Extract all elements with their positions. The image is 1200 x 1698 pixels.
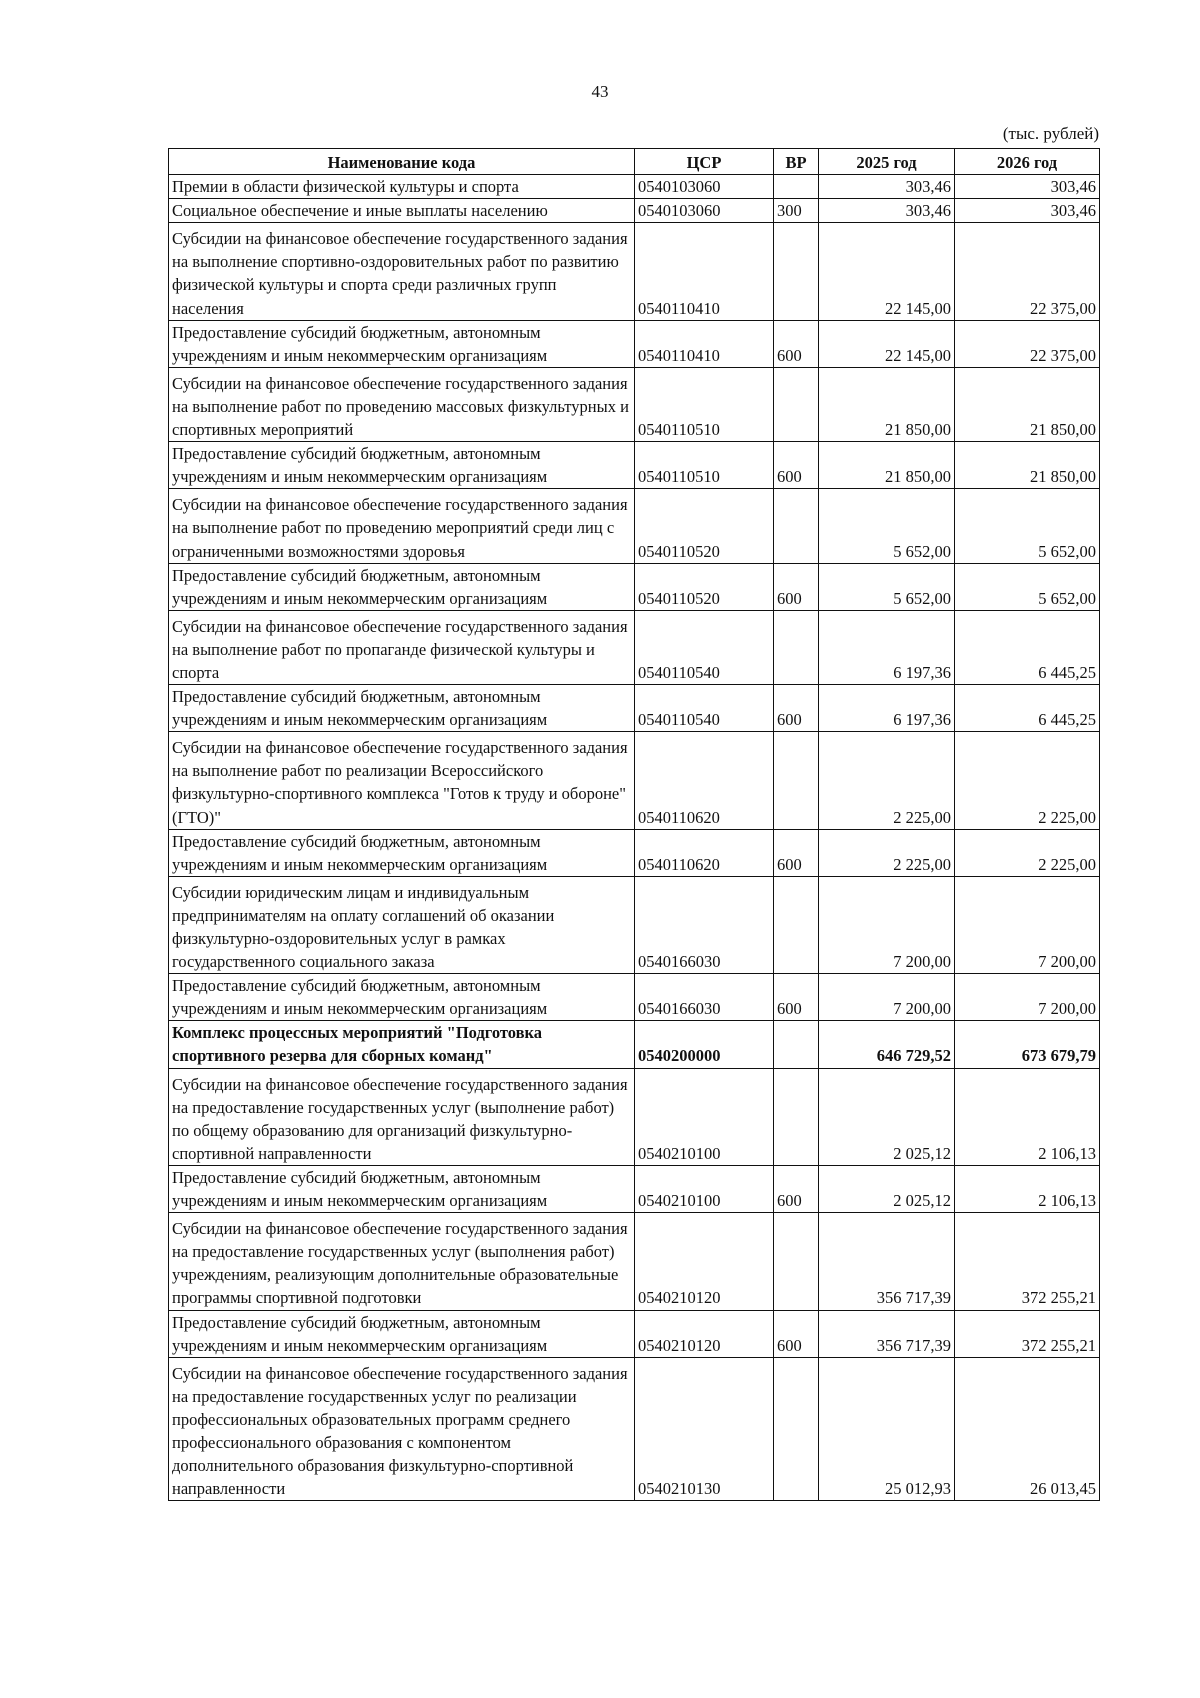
- table-row: [169, 876, 1100, 973]
- cell-2025: 303,46: [819, 175, 955, 199]
- cell-2026: 6 445,25: [955, 610, 1100, 684]
- cell-csr: 0540110510: [635, 442, 774, 489]
- cell-csr: 0540110410: [635, 223, 774, 320]
- cell-vr: 600: [774, 1165, 819, 1212]
- cell-csr: 0540210120: [635, 1310, 774, 1357]
- cell-2026: 7 200,00: [955, 974, 1100, 1021]
- cell-vr: 600: [774, 685, 819, 732]
- cell-2025: 2 025,12: [819, 1165, 955, 1212]
- cell-vr: 600: [774, 829, 819, 876]
- cell-name: Предоставление субсидий бюджетным, автономным учреждениям и иным некоммерческим организациям: [169, 320, 635, 367]
- cell-2025: 303,46: [819, 199, 955, 223]
- cell-csr: 0540166030: [635, 974, 774, 1021]
- table-row: [169, 1068, 1100, 1165]
- cell-name: Субсидии на финансовое обеспечение государственного задания на выполнение работ по проведению массовых физкультурных и спортивных мероприятий: [169, 367, 635, 441]
- cell-name: Субсидии на финансовое обеспечение государственного задания на выполнение спортивно-оздоровительных работ по развитию физической культуры и спорта среди различных групп населения: [169, 223, 635, 320]
- cell-name: Предоставление субсидий бюджетным, автономным учреждениям и иным некоммерческим организациям: [169, 442, 635, 489]
- cell-csr: 0540110520: [635, 563, 774, 610]
- cell-2026: 21 850,00: [955, 442, 1100, 489]
- table-row: [169, 1165, 1100, 1212]
- cell-2026: 372 255,21: [955, 1213, 1100, 1310]
- table-row: [169, 974, 1100, 1021]
- cell-vr: [774, 610, 819, 684]
- cell-csr: 0540110410: [635, 320, 774, 367]
- cell-2026: 22 375,00: [955, 223, 1100, 320]
- table-row: [169, 489, 1100, 563]
- cell-2025: 356 717,39: [819, 1213, 955, 1310]
- table-row: [169, 442, 1100, 489]
- cell-csr: 0540103060: [635, 175, 774, 199]
- cell-vr: [774, 367, 819, 441]
- cell-name: Предоставление субсидий бюджетным, автономным учреждениям и иным некоммерческим организациям: [169, 829, 635, 876]
- cell-vr: [774, 876, 819, 973]
- cell-vr: [774, 223, 819, 320]
- cell-name: Комплекс процессных мероприятий "Подготовка спортивного резерва для сборных команд": [169, 1021, 635, 1068]
- cell-2026: 2 225,00: [955, 829, 1100, 876]
- cell-name: Субсидии на финансовое обеспечение государственного задания на выполнение работ по проведению мероприятий среди лиц с ограниченными возможностями здоровья: [169, 489, 635, 563]
- cell-vr: [774, 1021, 819, 1068]
- header-name: Наименование кода: [169, 149, 635, 175]
- cell-vr: 300: [774, 199, 819, 223]
- cell-name: Субсидии юридическим лицам и индивидуальным предпринимателям на оплату соглашений об оказании физкультурно-оздоровительных услуг в рамках государственного социального заказа: [169, 876, 635, 973]
- cell-2026: 21 850,00: [955, 367, 1100, 441]
- header-vr: ВР: [774, 149, 819, 175]
- cell-2025: 5 652,00: [819, 489, 955, 563]
- cell-vr: 600: [774, 442, 819, 489]
- cell-vr: 600: [774, 320, 819, 367]
- table-row: [169, 685, 1100, 732]
- cell-csr: 0540110620: [635, 829, 774, 876]
- page-number: 43: [591, 82, 609, 101]
- budget-table: [168, 148, 1100, 1501]
- table-row: [169, 610, 1100, 684]
- cell-csr: 0540200000: [635, 1021, 774, 1068]
- cell-csr: 0540110510: [635, 367, 774, 441]
- cell-2025: 6 197,36: [819, 685, 955, 732]
- cell-2025: 25 012,93: [819, 1357, 955, 1501]
- cell-2026: 303,46: [955, 199, 1100, 223]
- cell-vr: [774, 732, 819, 829]
- cell-2026: 5 652,00: [955, 489, 1100, 563]
- cell-2025: 6 197,36: [819, 610, 955, 684]
- table-row: [169, 320, 1100, 367]
- cell-csr: 0540110540: [635, 610, 774, 684]
- table-row: [169, 223, 1100, 320]
- cell-2026: 26 013,45: [955, 1357, 1100, 1501]
- cell-name: Предоставление субсидий бюджетным, автономным учреждениям и иным некоммерческим организациям: [169, 685, 635, 732]
- cell-2026: 2 106,13: [955, 1165, 1100, 1212]
- cell-vr: 600: [774, 974, 819, 1021]
- cell-2026: 22 375,00: [955, 320, 1100, 367]
- cell-name: Премии в области физической культуры и спорта: [169, 175, 635, 199]
- cell-name: Социальное обеспечение и иные выплаты населению: [169, 199, 635, 223]
- header-2025: 2025 год: [819, 149, 955, 175]
- cell-2025: 22 145,00: [819, 320, 955, 367]
- cell-2026: 303,46: [955, 175, 1100, 199]
- cell-csr: 0540210100: [635, 1165, 774, 1212]
- table-row: [169, 1357, 1100, 1501]
- cell-2026: 2 106,13: [955, 1068, 1100, 1165]
- cell-2026: 5 652,00: [955, 563, 1100, 610]
- table-row: [169, 1213, 1100, 1310]
- cell-name: Предоставление субсидий бюджетным, автономным учреждениям и иным некоммерческим организациям: [169, 1165, 635, 1212]
- table-row: [169, 829, 1100, 876]
- cell-vr: [774, 489, 819, 563]
- cell-vr: 600: [774, 563, 819, 610]
- cell-name: Субсидии на финансовое обеспечение государственного задания на выполнение работ по реализации Всероссийского физкультурно-спортивного комплекса "Готов к труду и обороне" (ГТО)": [169, 732, 635, 829]
- cell-2025: 7 200,00: [819, 974, 955, 1021]
- cell-2025: 21 850,00: [819, 367, 955, 441]
- cell-csr: 0540103060: [635, 199, 774, 223]
- cell-csr: 0540110520: [635, 489, 774, 563]
- table-row: [169, 199, 1100, 223]
- cell-2026: 372 255,21: [955, 1310, 1100, 1357]
- table-header-row: [169, 149, 1100, 175]
- cell-name: Субсидии на финансовое обеспечение государственного задания на предоставление государственных услуг по реализации профессиональных образовательных программ среднего профессионального образования с компонентом дополнительного образования физкультурно-спортивной направленности: [169, 1357, 635, 1501]
- cell-csr: 0540166030: [635, 876, 774, 973]
- table-row: [169, 732, 1100, 829]
- cell-name: Субсидии на финансовое обеспечение государственного задания на предоставление государственных услуг (выполнения работ) учреждениям, реализующим дополнительные образовательные программы спортивной подготовки: [169, 1213, 635, 1310]
- cell-2025: 2 225,00: [819, 732, 955, 829]
- table-row: [169, 1021, 1100, 1068]
- cell-2026: 2 225,00: [955, 732, 1100, 829]
- cell-csr: 0540110540: [635, 685, 774, 732]
- cell-2026: 673 679,79: [955, 1021, 1100, 1068]
- cell-2025: 22 145,00: [819, 223, 955, 320]
- cell-2025: 2 025,12: [819, 1068, 955, 1165]
- cell-2026: 6 445,25: [955, 685, 1100, 732]
- cell-vr: [774, 1357, 819, 1501]
- cell-2025: 5 652,00: [819, 563, 955, 610]
- header-csr: ЦСР: [635, 149, 774, 175]
- cell-name: Субсидии на финансовое обеспечение государственного задания на выполнение работ по пропаганде физической культуры и спорта: [169, 610, 635, 684]
- cell-name: Предоставление субсидий бюджетным, автономным учреждениям и иным некоммерческим организациям: [169, 974, 635, 1021]
- cell-2025: 356 717,39: [819, 1310, 955, 1357]
- table-row: [169, 175, 1100, 199]
- cell-name: Предоставление субсидий бюджетным, автономным учреждениям и иным некоммерческим организациям: [169, 563, 635, 610]
- cell-name: Субсидии на финансовое обеспечение государственного задания на предоставление государственных услуг (выполнение работ) по общему образованию для организаций физкультурно-спортивной направленности: [169, 1068, 635, 1165]
- cell-csr: 0540210120: [635, 1213, 774, 1310]
- cell-name: Предоставление субсидий бюджетным, автономным учреждениям и иным некоммерческим организациям: [169, 1310, 635, 1357]
- cell-2026: 7 200,00: [955, 876, 1100, 973]
- units-label: (тыс. рублей): [1002, 124, 1099, 143]
- table-body: [169, 175, 1100, 1501]
- cell-csr: 0540110620: [635, 732, 774, 829]
- cell-2025: 646 729,52: [819, 1021, 955, 1068]
- cell-vr: [774, 1068, 819, 1165]
- cell-csr: 0540210100: [635, 1068, 774, 1165]
- cell-vr: [774, 175, 819, 199]
- cell-vr: 600: [774, 1310, 819, 1357]
- cell-vr: [774, 1213, 819, 1310]
- cell-2025: 21 850,00: [819, 442, 955, 489]
- cell-2025: 7 200,00: [819, 876, 955, 973]
- header-2026: 2026 год: [955, 149, 1100, 175]
- cell-2025: 2 225,00: [819, 829, 955, 876]
- table-row: [169, 1310, 1100, 1357]
- table-row: [169, 367, 1100, 441]
- table-row: [169, 563, 1100, 610]
- cell-csr: 0540210130: [635, 1357, 774, 1501]
